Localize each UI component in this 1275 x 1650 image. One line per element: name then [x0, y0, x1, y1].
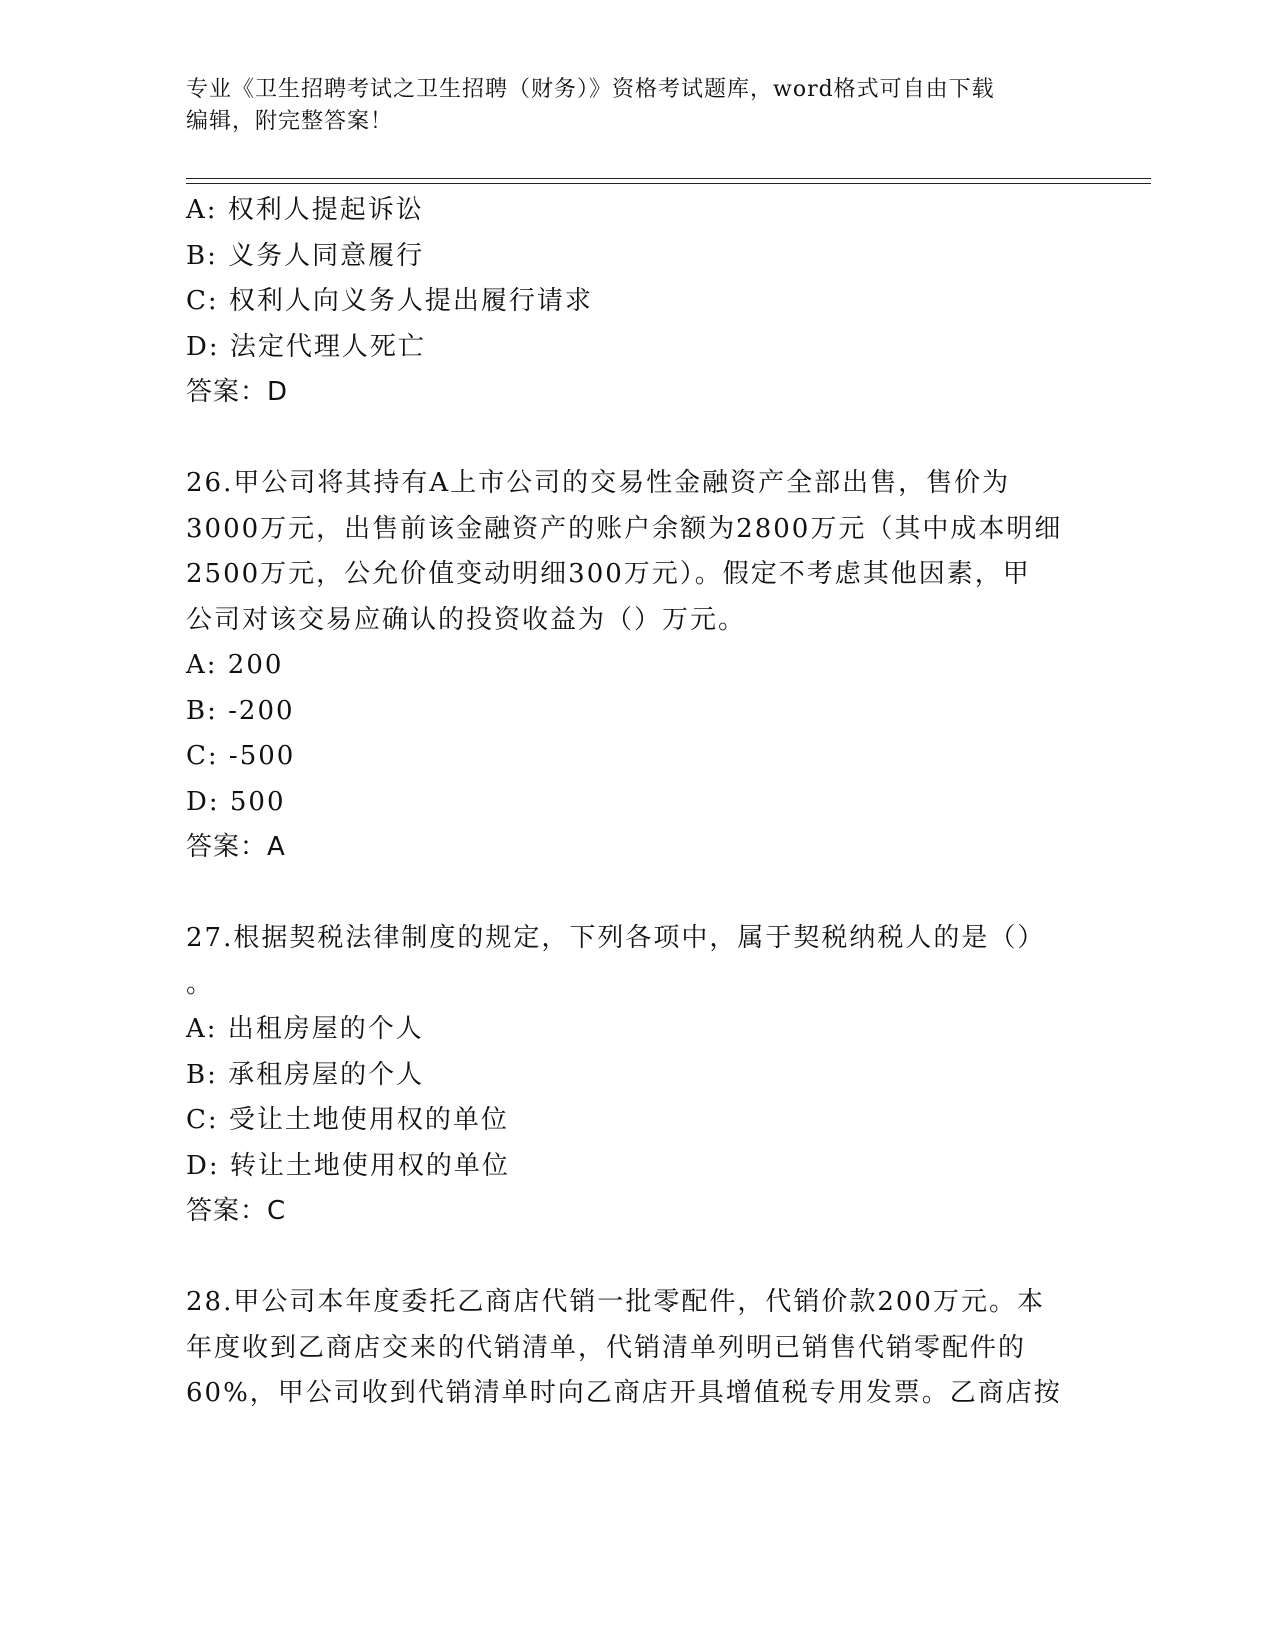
q27-text-line-1: 27.根据契税法律制度的规定，下列各项中，属于契税纳税人的是（） [186, 923, 1046, 953]
q26-answer: 答案：A [186, 832, 286, 862]
document-header [186, 74, 1086, 138]
question-27 [186, 916, 1086, 1235]
spacer [186, 416, 1086, 462]
q28-text-line-1: 28.甲公司本年度委托乙商店代销一批零配件，代销价款200万元。本 [186, 1287, 1045, 1317]
q25-option-d: D: 法定代理人死亡 [186, 331, 426, 362]
q25-option-c: C: 权利人向义务人提出履行请求 [186, 286, 593, 316]
q26-text-line-3: 2500万元，公允价值变动明细300万元）。假定不考虑其他因素，甲 [186, 559, 1031, 589]
question-25 [186, 188, 1086, 416]
q26-text-line-1: 26.甲公司将其持有A上市公司的交易性金融资产全部出售，售价为 [186, 468, 1011, 498]
q25-option-a: A: 权利人提起诉讼 [186, 195, 424, 225]
q27-option-c: C: 受让土地使用权的单位 [186, 1105, 509, 1135]
header-line-1: 专业《卫生招聘考试之卫生招聘（财务）》资格考试题库，word格式可自由下载 [186, 77, 995, 102]
q28-text-line-2: 年度收到乙商店交来的代销清单，代销清单列明已销售代销零配件的 [186, 1332, 1027, 1363]
q28-text-line-3: 60%，甲公司收到代销清单时向乙商店开具增值税专用发票。乙商店按 [186, 1378, 1062, 1408]
spacer [186, 871, 1086, 917]
q27-text-line-2: 。 [186, 968, 215, 999]
q27-option-a: A: 出租房屋的个人 [186, 1014, 424, 1044]
question-28 [186, 1280, 1086, 1417]
question-26 [186, 461, 1086, 871]
q26-text-line-4: 公司对该交易应确认的投资收益为（）万元。 [186, 604, 747, 635]
header-divider-bottom [186, 183, 1151, 184]
q27-option-b: B: 承租房屋的个人 [186, 1059, 425, 1090]
q26-option-c: C: -500 [186, 741, 296, 771]
q27-answer: 答案：C [186, 1196, 287, 1226]
q27-option-d: D: 转让土地使用权的单位 [186, 1150, 510, 1181]
header-divider-top [186, 178, 1151, 179]
question-content [186, 188, 1086, 1417]
q26-text-line-2: 3000万元，出售前该金融资产的账户余额为2800万元（其中成本明细 [186, 513, 1063, 544]
q26-option-a: A: 200 [186, 650, 284, 680]
header-line-2: 编辑，附完整答案！ [186, 109, 394, 134]
q26-option-b: B: -200 [186, 695, 295, 726]
q26-option-d: D: 500 [186, 786, 286, 817]
q25-answer: 答案：D [186, 377, 289, 407]
q25-option-b: B: 义务人同意履行 [186, 240, 425, 271]
spacer [186, 1235, 1086, 1281]
